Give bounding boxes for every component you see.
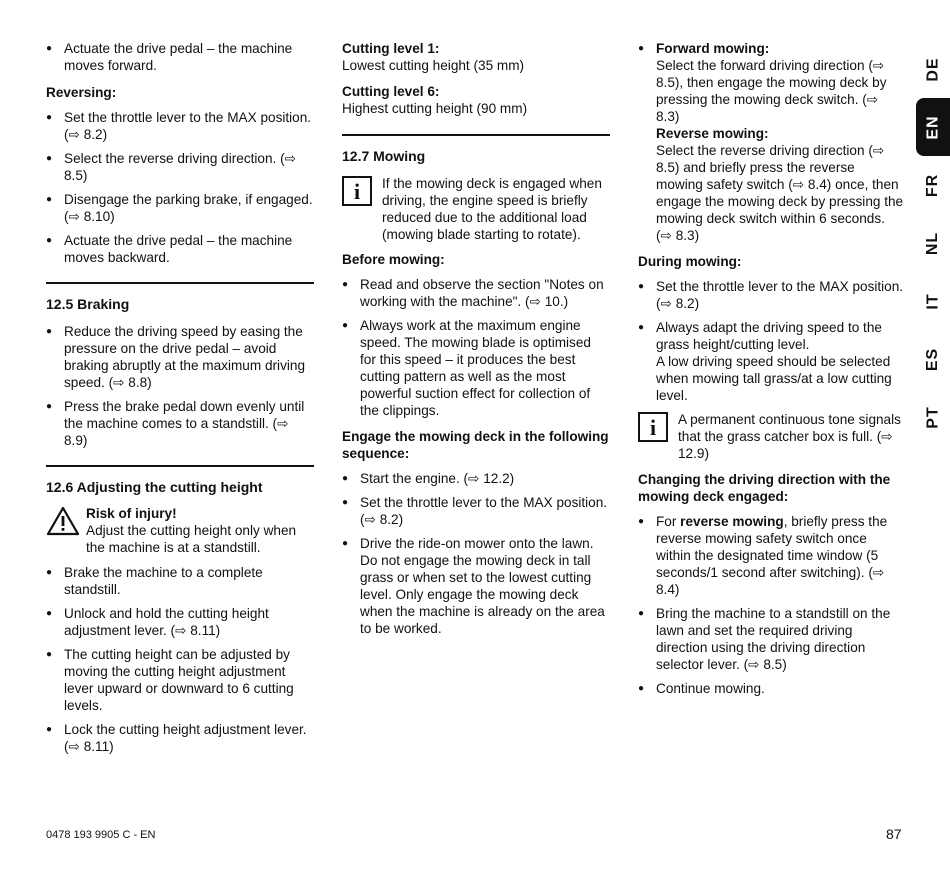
list-item (638, 40, 904, 244)
language-tab-es (916, 330, 950, 388)
before-mowing-heading: Before mowing: (342, 252, 445, 267)
language-tabs (916, 40, 950, 446)
language-label: EN (924, 114, 942, 140)
section-divider (46, 465, 314, 467)
info-note-text: A permanent continuous tone signals that the grass catcher box is full. (⇨ 12.9) (678, 412, 901, 461)
list-item-text: For (656, 514, 681, 529)
warning-triangle-icon (46, 505, 80, 537)
list-item: ● Actuate the drive pedal – the machine moves forward. (46, 40, 314, 74)
language-tab-fr (916, 156, 950, 214)
document-code: 0478 193 9905 C - EN (46, 829, 156, 841)
list-item: ● Select the reverse driving direction. (⇨ 8.5) (46, 150, 314, 184)
warning-note (46, 505, 314, 556)
list-item-text: A low driving speed should be selected when mowing tall grass/at a low cutting level. (656, 354, 892, 403)
column-1 (46, 40, 314, 762)
changing-direction-heading: Changing the driving direction with the mowing deck engaged: (638, 472, 891, 504)
list-item: ● Unlock and hold the cutting height adjustment lever. (⇨ 8.11) (46, 605, 314, 639)
language-tab-en (916, 98, 950, 156)
info-icon: i (638, 412, 668, 442)
column-3 (638, 40, 904, 704)
list-item: ● Actuate the drive pedal – the machine moves backward. (46, 232, 314, 266)
reversing-heading: Reversing: (46, 85, 117, 100)
cutting-level-6-text: Highest cutting height (90 mm) (342, 101, 528, 116)
list-item: ● Start the engine. (⇨ 12.2) (342, 470, 610, 487)
warning-text: Adjust the cutting height only when the machine is at a standstill. (86, 523, 297, 555)
info-note-text: If the mowing deck is engaged when driving, the engine speed is briefly reduced due to the additional load (mowing blade starting to rotate). (382, 176, 602, 242)
page-number: 87 (886, 826, 902, 842)
list-item: ● Reduce the driving speed by easing the pressure on the drive pedal – avoid braking abruptly at the maximum driving speed. (⇨ 8.8) (46, 323, 314, 391)
section-divider (46, 282, 314, 284)
language-label: IT (924, 292, 942, 310)
forward-mowing-heading: ● Forward mowing: (656, 41, 770, 56)
info-note (638, 411, 904, 462)
list-item: ● Disengage the parking brake, if engaged. (⇨ 8.10) (46, 191, 314, 225)
cutting-level-1-heading: Cutting level 1: (342, 41, 440, 56)
cutting-height-title: 12.6 Adjusting the cutting height (46, 479, 263, 495)
language-label: ES (924, 347, 942, 371)
list-item: ● Set the throttle lever to the MAX position. (⇨ 8.2) (342, 494, 610, 528)
language-tab-it (916, 272, 950, 330)
engage-heading: Engage the mowing deck in the following sequence: (342, 429, 609, 461)
info-note (342, 175, 610, 243)
language-label: NL (924, 231, 942, 255)
reverse-mowing-text: Select the reverse driving direction (⇨ 8.5) and briefly press the reverse mowing safety switch (⇨ 8.4) once, then engage the mowing deck by pressing the mowing deck switch within 6 seconds. (⇨ 8.3) (656, 143, 904, 243)
info-icon: i (342, 176, 372, 206)
braking-title: 12.5 Braking (46, 296, 130, 312)
list-item: ● Set the throttle lever to the MAX position. (⇨ 8.2) (46, 109, 314, 143)
list-item-text: , briefly press the reverse mowing safety switch once within the designated time window (5 seconds/1 second after switching). (⇨ 8.4) (656, 514, 888, 597)
list-item: ● Read and observe the section "Notes on working with the machine". (⇨ 10.) (342, 276, 610, 310)
language-label: FR (924, 173, 942, 197)
list-item: ● Press the brake pedal down evenly until the machine comes to a standstill. (⇨ 8.9) (46, 398, 314, 449)
language-tab-pt (916, 388, 950, 446)
list-item: ● Set the throttle lever to the MAX position. (⇨ 8.2) (638, 278, 904, 312)
reverse-mowing-heading: Reverse mowing: (656, 126, 769, 141)
during-mowing-heading: During mowing: (638, 254, 742, 269)
list-item: ● Always work at the maximum engine speed. The mowing blade is optimised for this speed – it produces the best cutting pattern as well as the most powerful suction effect for collection of the clippings. (342, 317, 610, 419)
forward-mowing-text: Select the forward driving direction (⇨ 8.5), then engage the mowing deck by pressing the mowing deck switch. (⇨ 8.3) (656, 58, 887, 124)
list-item-text: ● Always adapt the driving speed to the grass height/cutting level. (656, 320, 882, 352)
language-tab-nl (916, 214, 950, 272)
language-label: PT (924, 405, 942, 429)
list-item (638, 513, 904, 598)
list-item: ● Drive the ride-on mower onto the lawn. Do not engage the mowing deck in tall grass or when set to the lowest cutting level. Only engage the mowing deck when the machine is already on the area to be worked. (342, 535, 610, 637)
warning-title: Risk of injury! (86, 506, 177, 521)
list-item: ● Brake the machine to a complete standstill. (46, 564, 314, 598)
list-item: ● Lock the cutting height adjustment lever. (⇨ 8.11) (46, 721, 314, 755)
list-item-emphasis: reverse mowing (680, 514, 784, 529)
language-label: DE (924, 56, 942, 82)
cutting-level-6-heading: Cutting level 6: (342, 84, 440, 99)
mowing-title: 12.7 Mowing (342, 148, 426, 164)
list-item: ● Bring the machine to a standstill on the lawn and set the required driving direction using the driving direction selector lever. (⇨ 8.5) (638, 605, 904, 673)
section-divider (342, 134, 610, 136)
cutting-level-1-text: Lowest cutting height (35 mm) (342, 58, 525, 73)
list-item: ● Continue mowing. (638, 680, 904, 697)
list-item (638, 319, 904, 404)
language-tab-de (916, 40, 950, 98)
list-item: ● The cutting height can be adjusted by moving the cutting height adjustment lever upward or downward to 6 cutting levels. (46, 646, 314, 714)
column-2 (342, 40, 610, 644)
